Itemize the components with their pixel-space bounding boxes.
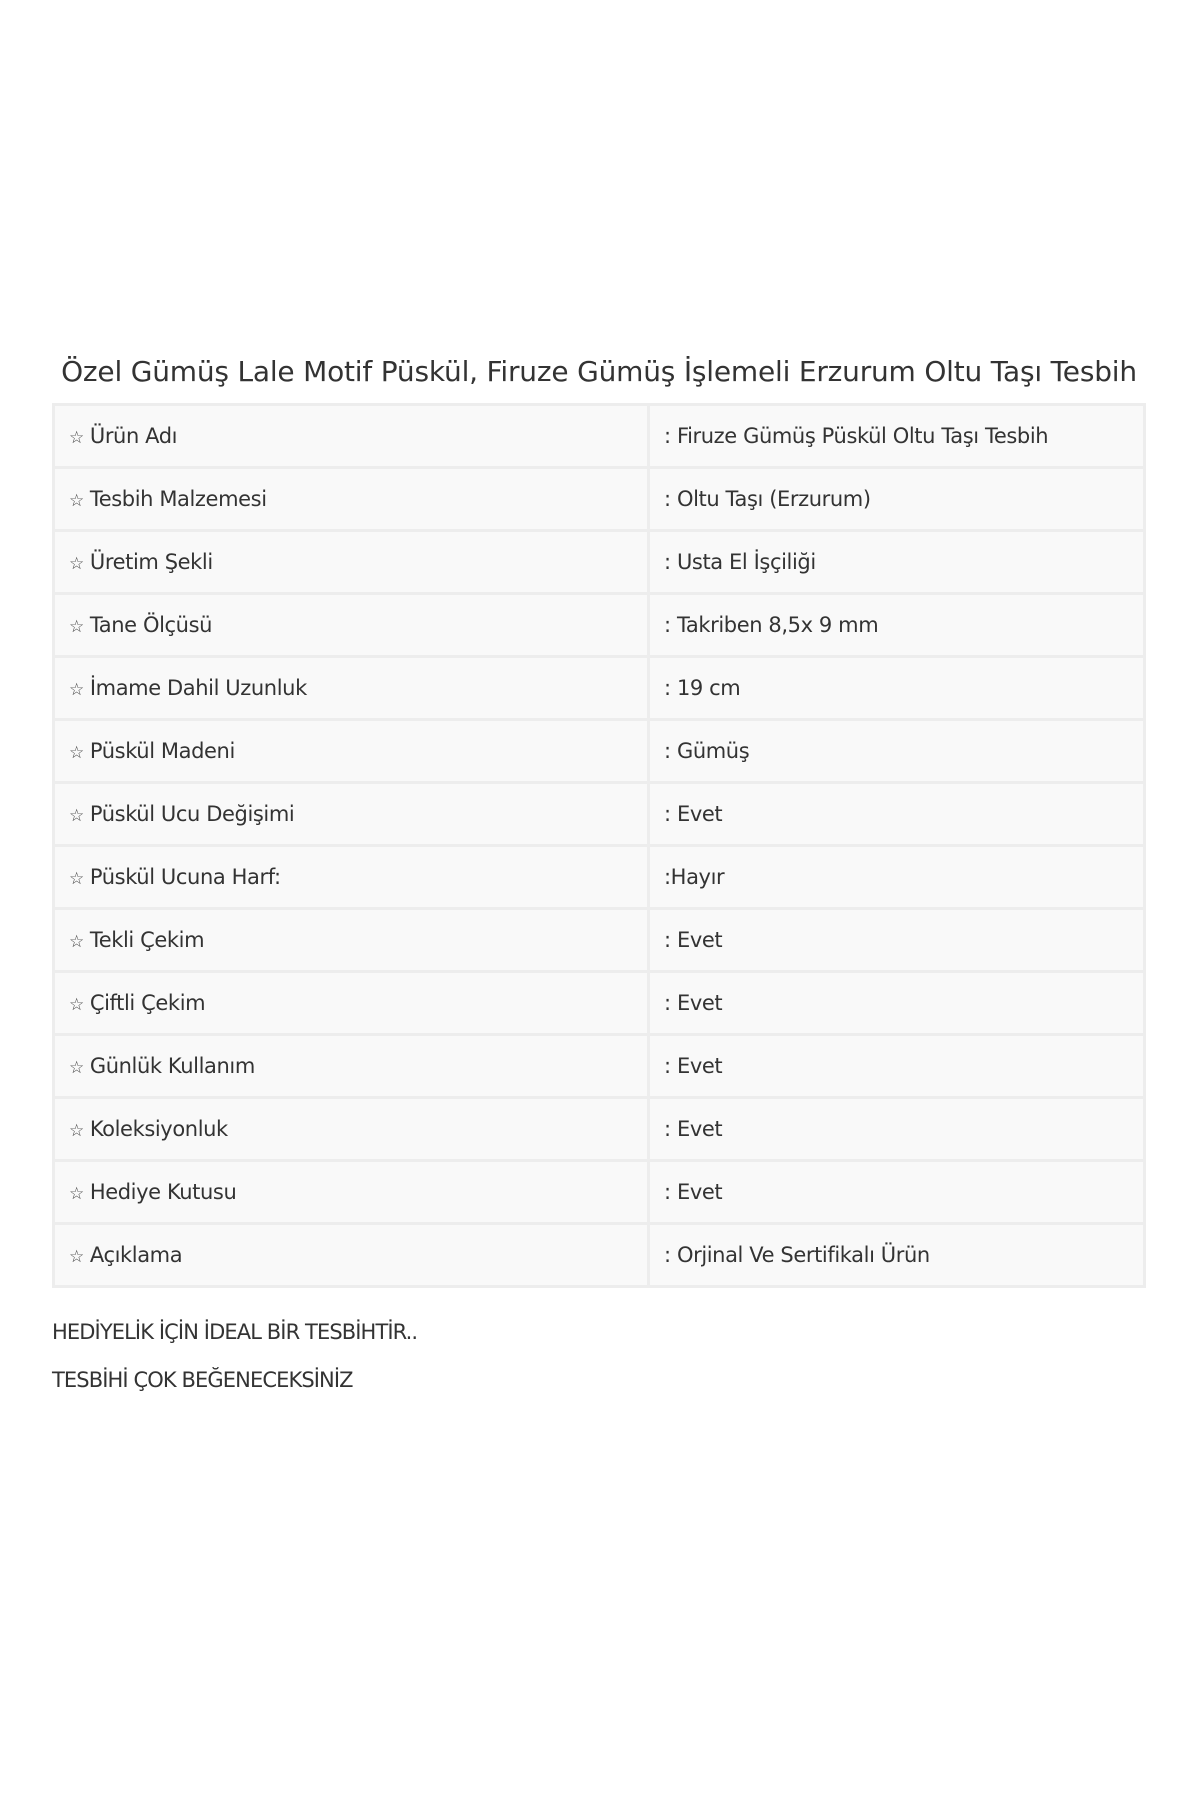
spec-value: : Gümüş [649, 720, 1145, 783]
star-icon: ☆ [69, 743, 84, 763]
spec-value: : Evet [649, 1035, 1145, 1098]
spec-label-cell [54, 720, 649, 783]
star-icon: ☆ [69, 932, 84, 952]
spec-label: Ürün Adı [89, 424, 178, 448]
spec-table-body [54, 405, 1145, 1287]
spec-label: Tane Ölçüsü [89, 613, 213, 637]
spec-value: : Evet [649, 972, 1145, 1035]
spec-row [54, 909, 1145, 972]
spec-label-cell [54, 846, 649, 909]
spec-label-cell [54, 594, 649, 657]
spec-value: : Takriben 8,5x 9 mm [649, 594, 1145, 657]
spec-row [54, 1035, 1145, 1098]
spec-label: Hediye Kutusu [89, 1180, 237, 1204]
spec-row [54, 405, 1145, 468]
star-icon: ☆ [69, 554, 84, 574]
spec-label: Tekli Çekim [89, 928, 205, 952]
star-icon: ☆ [69, 995, 84, 1015]
spec-row [54, 846, 1145, 909]
spec-label-cell [54, 1161, 649, 1224]
star-icon: ☆ [69, 428, 84, 448]
spec-label: Çiftli Çekim [89, 991, 206, 1015]
note-you-will-like: TESBİHİ ÇOK BEĞENECEKSİNİZ [52, 1368, 353, 1392]
spec-label: Günlük Kullanım [89, 1054, 255, 1078]
spec-label-cell [54, 972, 649, 1035]
spec-value: : Orjinal Ve Sertifikalı Ürün [649, 1224, 1145, 1287]
spec-row [54, 468, 1145, 531]
spec-table [52, 403, 1146, 1288]
spec-row [54, 720, 1145, 783]
star-icon: ☆ [69, 869, 84, 889]
spec-label-cell [54, 1035, 649, 1098]
spec-label: Püskül Madeni [89, 739, 235, 763]
note-gift-ideal: HEDİYELİK İÇİN İDEAL BİR TESBİHTİR.. [52, 1320, 418, 1344]
spec-label: Koleksiyonluk [89, 1117, 228, 1141]
product-title: Özel Gümüş Lale Motif Püskül, Firuze Gümüş İşlemeli Erzurum Oltu Taşı Tesbih [61, 355, 1137, 388]
star-icon: ☆ [69, 1058, 84, 1078]
spec-label: Açıklama [89, 1243, 183, 1267]
spec-row [54, 657, 1145, 720]
spec-label-cell [54, 405, 649, 468]
spec-label: Püskül Ucu Değişimi [89, 802, 295, 826]
spec-label-cell [54, 657, 649, 720]
spec-label: İmame Dahil Uzunluk [89, 676, 307, 700]
spec-value: :Hayır [649, 846, 1145, 909]
spec-label-cell [54, 531, 649, 594]
spec-label-cell [54, 468, 649, 531]
spec-value: : Oltu Taşı (Erzurum) [649, 468, 1145, 531]
product-description [52, 352, 1146, 1404]
star-icon: ☆ [69, 1184, 84, 1204]
spec-row [54, 972, 1145, 1035]
star-icon: ☆ [69, 806, 84, 826]
spec-value: : Evet [649, 1161, 1145, 1224]
spec-label-cell [54, 783, 649, 846]
spec-label-cell [54, 909, 649, 972]
spec-row [54, 1224, 1145, 1287]
spec-row [54, 1161, 1145, 1224]
spec-label: Püskül Ucuna Harf: [89, 865, 281, 889]
spec-value: : Evet [649, 909, 1145, 972]
spec-row [54, 1098, 1145, 1161]
spec-label: Üretim Şekli [89, 550, 213, 574]
star-icon: ☆ [69, 1247, 84, 1267]
notes [52, 1308, 1146, 1404]
spec-value: : Usta El İşçiliği [649, 531, 1145, 594]
star-icon: ☆ [69, 617, 84, 637]
spec-row [54, 783, 1145, 846]
star-icon: ☆ [69, 1121, 84, 1141]
spec-value: : Firuze Gümüş Püskül Oltu Taşı Tesbih [649, 405, 1145, 468]
spec-value: : Evet [649, 1098, 1145, 1161]
spec-row [54, 594, 1145, 657]
spec-label-cell [54, 1224, 649, 1287]
star-icon: ☆ [69, 491, 84, 511]
spec-row [54, 531, 1145, 594]
star-icon: ☆ [69, 680, 84, 700]
spec-label: Tesbih Malzemesi [89, 487, 267, 511]
spec-value: : Evet [649, 783, 1145, 846]
spec-label-cell [54, 1098, 649, 1161]
spec-value: : 19 cm [649, 657, 1145, 720]
